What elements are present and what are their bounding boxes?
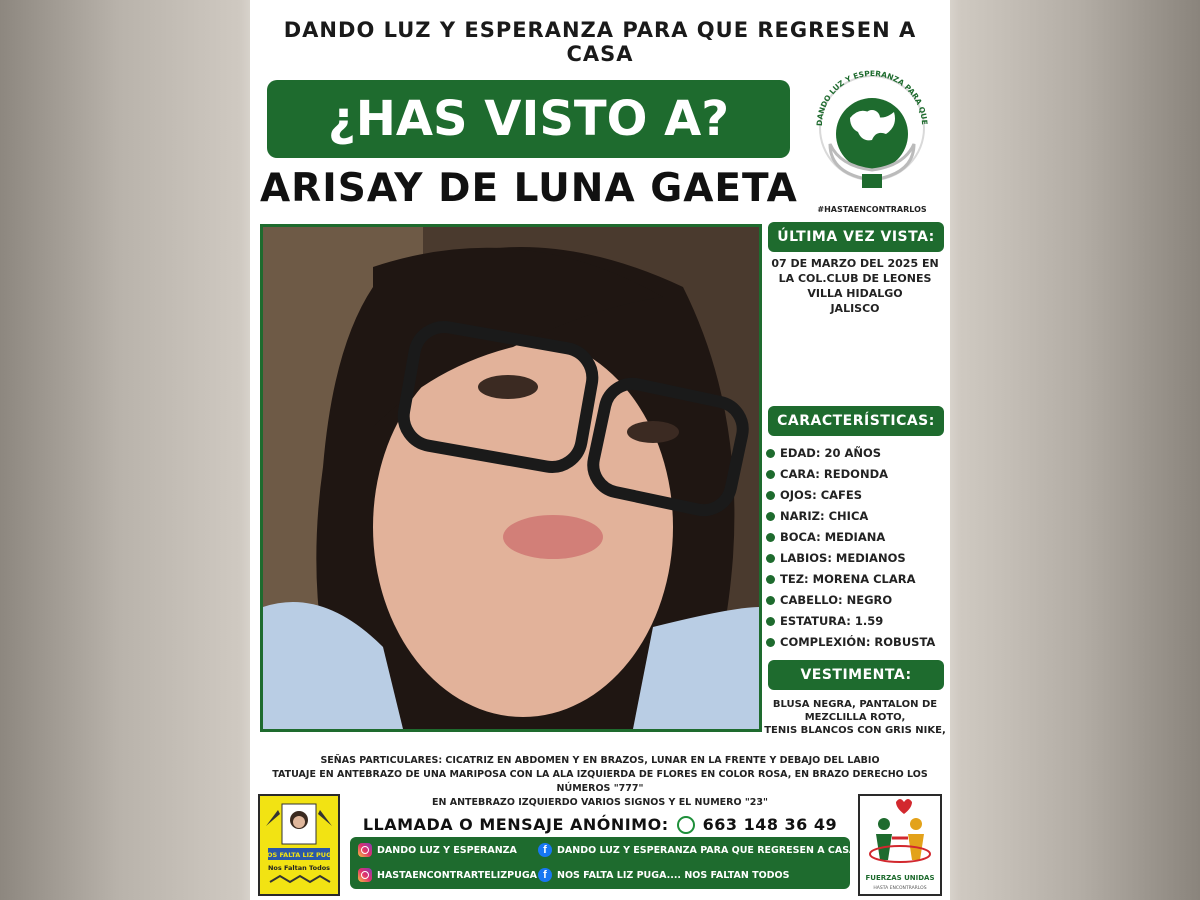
globe-hands-logo-icon bbox=[800, 48, 944, 198]
last-seen-label: ÚLTIMA VEZ VISTA: bbox=[768, 222, 944, 252]
list-item: OJOS: CAFES bbox=[766, 485, 950, 506]
contact-phone[interactable]: 663 148 36 49 bbox=[702, 815, 838, 834]
facebook-link-2[interactable]: f NOS FALTA LIZ PUGA.... NOS FALTAN TODOS bbox=[538, 868, 789, 882]
svg-text:DANDO LUZ Y ESPERANZA PARA QUE: DANDO LUZ Y ESPERANZA PARA QUE bbox=[814, 68, 930, 127]
list-item: COMPLEXIÓN: ROBUSTA bbox=[766, 632, 950, 653]
anonymous-contact bbox=[360, 815, 840, 834]
social-links-bar bbox=[350, 837, 857, 889]
missing-person-poster bbox=[250, 0, 950, 900]
bullet-icon bbox=[766, 470, 775, 479]
logo-hashtag: #HASTAENCONTRARLOS bbox=[817, 205, 927, 214]
last-seen-colony: LA COL.CLUB DE LEONES bbox=[778, 272, 932, 285]
last-seen-date: 07 DE MARZO DEL 2025 EN bbox=[771, 257, 939, 270]
instagram-link-2[interactable]: HASTAENCONTRARTELIZPUGA bbox=[358, 868, 537, 882]
person-name: ARISAY DE LUNA GAETA bbox=[260, 166, 798, 211]
instagram-link-1[interactable]: DANDO LUZ Y ESPERANZA bbox=[358, 843, 517, 857]
bullet-icon bbox=[766, 638, 775, 647]
facebook-icon: f bbox=[538, 843, 552, 857]
bullet-icon bbox=[766, 617, 775, 626]
last-seen-city: VILLA HIDALGO bbox=[807, 287, 903, 300]
right-collective-badge bbox=[858, 794, 942, 896]
clothing-details: BLUSA NEGRA, PANTALON DE MEZCLILLA ROTO, TENIS BLANCOS CON GRIS NIKE, bbox=[764, 699, 946, 736]
list-item: NARIZ: CHICA bbox=[766, 506, 950, 527]
bullet-icon bbox=[766, 533, 775, 542]
bullet-icon bbox=[766, 449, 775, 458]
instagram-icon bbox=[358, 843, 372, 857]
list-item: BOCA: MEDIANA bbox=[766, 527, 950, 548]
list-item: EDAD: 20 AÑOS bbox=[766, 443, 950, 464]
list-item: CABELLO: NEGRO bbox=[766, 590, 950, 611]
clothing-label: VESTIMENTA: bbox=[768, 660, 944, 690]
bullet-icon bbox=[766, 512, 775, 521]
left-campaign-badge bbox=[258, 794, 340, 896]
characteristics-list bbox=[766, 443, 950, 653]
last-seen-state: JALISCO bbox=[830, 302, 880, 315]
contact-label: LLAMADA O MENSAJE ANÓNIMO: bbox=[362, 815, 669, 834]
bullet-icon bbox=[766, 491, 775, 500]
list-item: LABIOS: MEDIANOS bbox=[766, 548, 950, 569]
missing-person-photo bbox=[260, 224, 762, 732]
bullet-icon bbox=[766, 554, 775, 563]
particular-marks: SEÑAS PARTICULARES: CICATRIZ EN ABDOMEN Y EN BRAZOS, LUNAR EN LA FRENTE Y DEBAJO DEL LABIO TATUAJE EN ANTEBRAZO DE UNA MARIPOSA CON LA ALA IZQUIERDA DE FLORES EN COLOR ROSA, EN BRAZO DERECHO LOS NÚMEROS "777" EN ANTEBRAZO IZQUIERDO VARIOS SIGNOS Y EL NUMERO "23" bbox=[272, 755, 928, 808]
campaign-badge-icon bbox=[260, 796, 338, 894]
whatsapp-icon bbox=[677, 816, 695, 834]
last-seen-details bbox=[760, 256, 950, 316]
list-item: TEZ: MORENA CLARA bbox=[766, 569, 950, 590]
facebook-link-1[interactable]: f DANDO LUZ Y ESPERANZA PARA QUE REGRESEN A CASA bbox=[538, 843, 856, 857]
organization-logo bbox=[800, 48, 944, 214]
headline-banner: ¿HAS VISTO A? bbox=[267, 80, 790, 158]
characteristics-label: CARACTERÍSTICAS: bbox=[768, 406, 944, 436]
svg-text:HASTA ENCONTRARLOS: HASTA ENCONTRARLOS bbox=[873, 886, 927, 891]
portrait-illustration bbox=[263, 227, 759, 729]
list-item: CARA: REDONDA bbox=[766, 464, 950, 485]
bullet-icon bbox=[766, 575, 775, 584]
poster-top-line: DANDO LUZ Y ESPERANZA PARA QUE REGRESEN A CASA bbox=[283, 18, 917, 66]
svg-text:FUERZAS UNIDAS: FUERZAS UNIDAS bbox=[865, 874, 935, 882]
instagram-icon bbox=[358, 868, 372, 882]
bullet-icon bbox=[766, 596, 775, 605]
facebook-icon: f bbox=[538, 868, 552, 882]
svg-text:Nos Faltan Todos: Nos Faltan Todos bbox=[267, 864, 331, 872]
list-item: ESTATURA: 1.59 bbox=[766, 611, 950, 632]
united-forces-logo-icon bbox=[860, 796, 940, 894]
svg-text:NOS FALTA LIZ PUGA: NOS FALTA LIZ PUGA bbox=[261, 851, 337, 859]
